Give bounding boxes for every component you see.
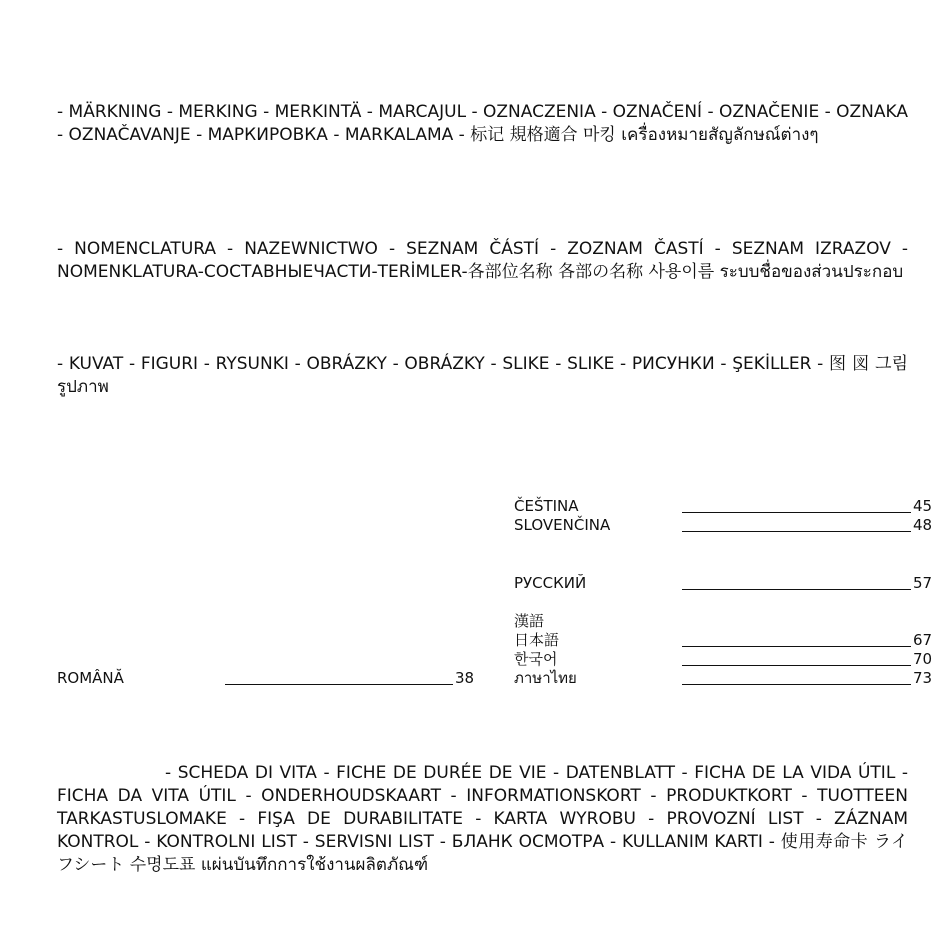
toc-entry-cestina: [514, 497, 934, 516]
toc-entry-slovencina: [514, 516, 934, 535]
toc-label: ภาษาไทย: [514, 669, 577, 687]
toc-leader-line: [682, 512, 911, 513]
toc-entry-japanese: [514, 631, 934, 650]
toc-leader-line: [682, 531, 911, 532]
toc-entry-thai: [514, 669, 934, 688]
toc-page-number: 38: [455, 669, 475, 687]
toc-entry-chinese: [514, 612, 934, 631]
toc-label: ROMÂNĂ: [57, 669, 124, 687]
toc-leader-line: [682, 646, 911, 647]
life-card-text: - SCHEDA DI VITA - FICHE DE DURÉE DE VIE - DATENBLATT - FICHA DE LA VIDA ÚTIL - FICHA DA VITA ÚTIL - ONDERHOUDSKAART - INFORMATIONSKORT - PRODUKTKORT - TUOTTEEN TARKASTUSLOMAKE - FIŞA DE DURABILITATE - KARTA WYROBU - PROVOZNÍ LIST - ZÁZNAM KONTROL - KONTROLNI LIST - SERVISNI LIST - БЛАНК ОСМОТРА - KULLANIM KARTI - 使用寿命卡 ライフシート 수명도표 แผ่นบันทึกการใช้งานผลิตภัณฑ์: [57, 763, 908, 875]
toc-page-number: 57: [913, 574, 933, 592]
toc-leader-line: [225, 684, 453, 685]
toc-label: ČEŠTINA: [514, 497, 579, 515]
toc-label: РУССКИЙ: [514, 574, 587, 592]
toc-page-number: 73: [913, 669, 933, 687]
toc-leader-line: [682, 684, 911, 685]
toc-leader-line: [682, 589, 911, 590]
toc-entry-romana: [57, 669, 477, 688]
toc-entry-russkiy: [514, 574, 934, 593]
toc-page-number: 67: [913, 631, 933, 649]
figures-heading: - KUVAT - FIGURI - RYSUNKI - OBRÁZKY - OBRÁZKY - SLIKE - SLIKE - РИСУНКИ - ŞEKİLLER - 图 図 그림 รูปภาพ: [57, 354, 908, 397]
toc-page-number: 48: [913, 516, 933, 534]
toc-page-number: 45: [913, 497, 933, 515]
toc-entry-korean: [514, 650, 934, 669]
toc-page-number: 70: [913, 650, 933, 668]
toc-label: 한국어: [514, 650, 558, 668]
nomenclature-heading: - NOMENCLATURA - NAZEWNICTWO - SEZNAM ČÁSTÍ - ZOZNAM ČASTÍ - SEZNAM IZRAZOV - NOMENKLATURA-СОСТАВНЫЕЧАСТИ-TERİMLER-各部位名称 各部の名称 사용이름 ระบบชื่อของส่วนประกอบ: [57, 239, 908, 282]
toc-label: 日本語: [514, 631, 560, 649]
toc-label: 漢語: [514, 612, 545, 630]
marking-heading: - MÄRKNING - MERKING - MERKINTÄ - MARCAJUL - OZNACZENIA - OZNAČENÍ - OZNAČENIE - OZNAKA - OZNAČAVANJE - МАРКИРОВКА - MARKALAMA - 标记 規格適合 마킹 เครื่องหมายสัญลักษณ์ต่างๆ: [57, 102, 908, 145]
life-card-heading: [57, 762, 908, 877]
toc-label: SLOVENČINA: [514, 516, 611, 534]
toc-leader-line: [682, 665, 911, 666]
